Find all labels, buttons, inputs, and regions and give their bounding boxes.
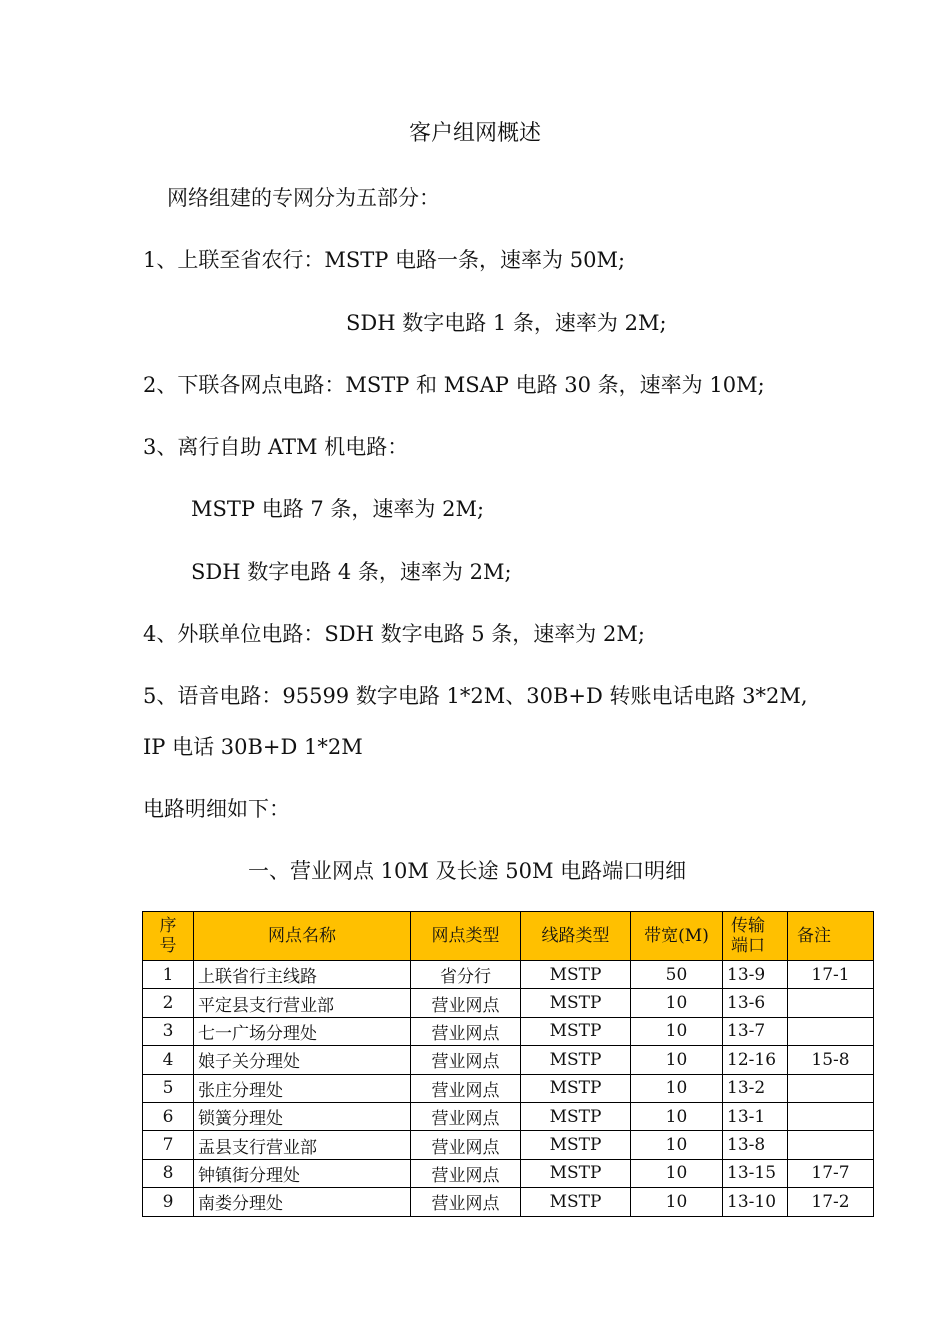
cell-branch-type: 营业网点: [411, 1131, 521, 1159]
cell-branch-type: 营业网点: [411, 1159, 521, 1187]
cell-bandwidth: 50: [631, 961, 723, 989]
cell-transport-port: 13-15: [723, 1159, 788, 1187]
item-3-sub-2: SDH 数字电路 4 条，速率为 2M;: [191, 560, 512, 584]
cell-branch-type: 营业网点: [411, 1102, 521, 1130]
item-3: 3、离行自助 ATM 机电路：: [143, 435, 409, 459]
header-bandwidth: 带宽(M): [631, 912, 723, 961]
cell-remarks: [788, 1017, 874, 1045]
item-1: 1、上联至省农行：MSTP 电路一条，速率为 50M;: [143, 248, 626, 272]
cell-index: 2: [143, 989, 194, 1017]
cell-remarks: [788, 1102, 874, 1130]
cell-branch-type: 营业网点: [411, 1074, 521, 1102]
header-index: 序号: [143, 912, 194, 961]
header-branch-name: 网点名称: [194, 912, 411, 961]
table-row: [143, 1046, 874, 1074]
cell-transport-port: 13-2: [723, 1074, 788, 1102]
intro-text: 网络组建的专网分为五部分：: [167, 186, 440, 210]
cell-line-type: MSTP: [521, 1046, 631, 1074]
cell-transport-port: 13-6: [723, 989, 788, 1017]
cell-bandwidth: 10: [631, 1131, 723, 1159]
cell-remarks: [788, 1131, 874, 1159]
cell-index: 1: [143, 961, 194, 989]
cell-branch-type: 省分行: [411, 961, 521, 989]
cell-branch-name: 平定县支行营业部: [194, 989, 411, 1017]
cell-branch-name: 张庄分理处: [194, 1074, 411, 1102]
cell-branch-name: 锁簧分理处: [194, 1102, 411, 1130]
cell-index: 3: [143, 1017, 194, 1045]
cell-index: 6: [143, 1102, 194, 1130]
cell-line-type: MSTP: [521, 961, 631, 989]
cell-index: 4: [143, 1046, 194, 1074]
cell-branch-name: 娘子关分理处: [194, 1046, 411, 1074]
table-row: [143, 1102, 874, 1130]
detail-label: 电路明细如下：: [143, 797, 290, 821]
cell-line-type: MSTP: [521, 1102, 631, 1130]
cell-line-type: MSTP: [521, 1074, 631, 1102]
cell-remarks: 17-1: [788, 961, 874, 989]
cell-line-type: MSTP: [521, 1017, 631, 1045]
cell-transport-port: 13-7: [723, 1017, 788, 1045]
cell-line-type: MSTP: [521, 989, 631, 1017]
cell-index: 8: [143, 1159, 194, 1187]
cell-branch-type: 营业网点: [411, 1188, 521, 1216]
cell-transport-port: 13-1: [723, 1102, 788, 1130]
item-4: 4、外联单位电路：SDH 数字电路 5 条，速率为 2M;: [143, 622, 645, 646]
header-branch-type: 网点类型: [411, 912, 521, 961]
header-remarks: 备注: [788, 912, 874, 961]
cell-remarks: 15-8: [788, 1046, 874, 1074]
item-3-sub-1: MSTP 电路 7 条，速率为 2M;: [191, 497, 485, 521]
cell-bandwidth: 10: [631, 1159, 723, 1187]
table-row: [143, 1188, 874, 1216]
cell-bandwidth: 10: [631, 1074, 723, 1102]
header-line-type: 线路类型: [521, 912, 631, 961]
circuit-table: [142, 911, 874, 1217]
table-row: [143, 961, 874, 989]
item-1-sub: SDH 数字电路 1 条，速率为 2M;: [346, 311, 667, 335]
table-row: [143, 1017, 874, 1045]
cell-branch-name: 钟镇街分理处: [194, 1159, 411, 1187]
item-2: 2、下联各网点电路：MSTP 和 MSAP 电路 30 条，速率为 10M;: [143, 373, 765, 397]
table-row: [143, 1131, 874, 1159]
cell-branch-name: 盂县支行营业部: [194, 1131, 411, 1159]
header-transport-port: 传输端口: [723, 912, 788, 961]
cell-branch-type: 营业网点: [411, 1017, 521, 1045]
cell-index: 7: [143, 1131, 194, 1159]
cell-branch-name: 上联省行主线路: [194, 961, 411, 989]
cell-index: 9: [143, 1188, 194, 1216]
item-5-cont: IP 电话 30B+D 1*2M: [143, 735, 363, 759]
table-row: [143, 989, 874, 1017]
cell-remarks: [788, 1074, 874, 1102]
cell-remarks: 17-7: [788, 1159, 874, 1187]
item-5: 5、语音电路：95599 数字电路 1*2M、30B+D 转账电话电路 3*2M,: [143, 684, 808, 708]
cell-bandwidth: 10: [631, 1188, 723, 1216]
cell-branch-type: 营业网点: [411, 989, 521, 1017]
cell-line-type: MSTP: [521, 1159, 631, 1187]
cell-bandwidth: 10: [631, 1046, 723, 1074]
cell-line-type: MSTP: [521, 1131, 631, 1159]
cell-transport-port: 12-16: [723, 1046, 788, 1074]
cell-transport-port: 13-8: [723, 1131, 788, 1159]
cell-remarks: [788, 989, 874, 1017]
cell-branch-type: 营业网点: [411, 1046, 521, 1074]
cell-remarks: 17-2: [788, 1188, 874, 1216]
cell-line-type: MSTP: [521, 1188, 631, 1216]
cell-branch-name: 七一广场分理处: [194, 1017, 411, 1045]
table-row: [143, 1159, 874, 1187]
cell-branch-name: 南娄分理处: [194, 1188, 411, 1216]
cell-transport-port: 13-10: [723, 1188, 788, 1216]
table-row: [143, 1074, 874, 1102]
document-title: 客户组网概述: [408, 121, 541, 146]
cell-bandwidth: 10: [631, 1017, 723, 1045]
cell-index: 5: [143, 1074, 194, 1102]
section-title: 一、营业网点 10M 及长途 50M 电路端口明细: [248, 859, 687, 883]
table-header-row: [143, 912, 874, 961]
cell-bandwidth: 10: [631, 989, 723, 1017]
cell-bandwidth: 10: [631, 1102, 723, 1130]
cell-transport-port: 13-9: [723, 961, 788, 989]
